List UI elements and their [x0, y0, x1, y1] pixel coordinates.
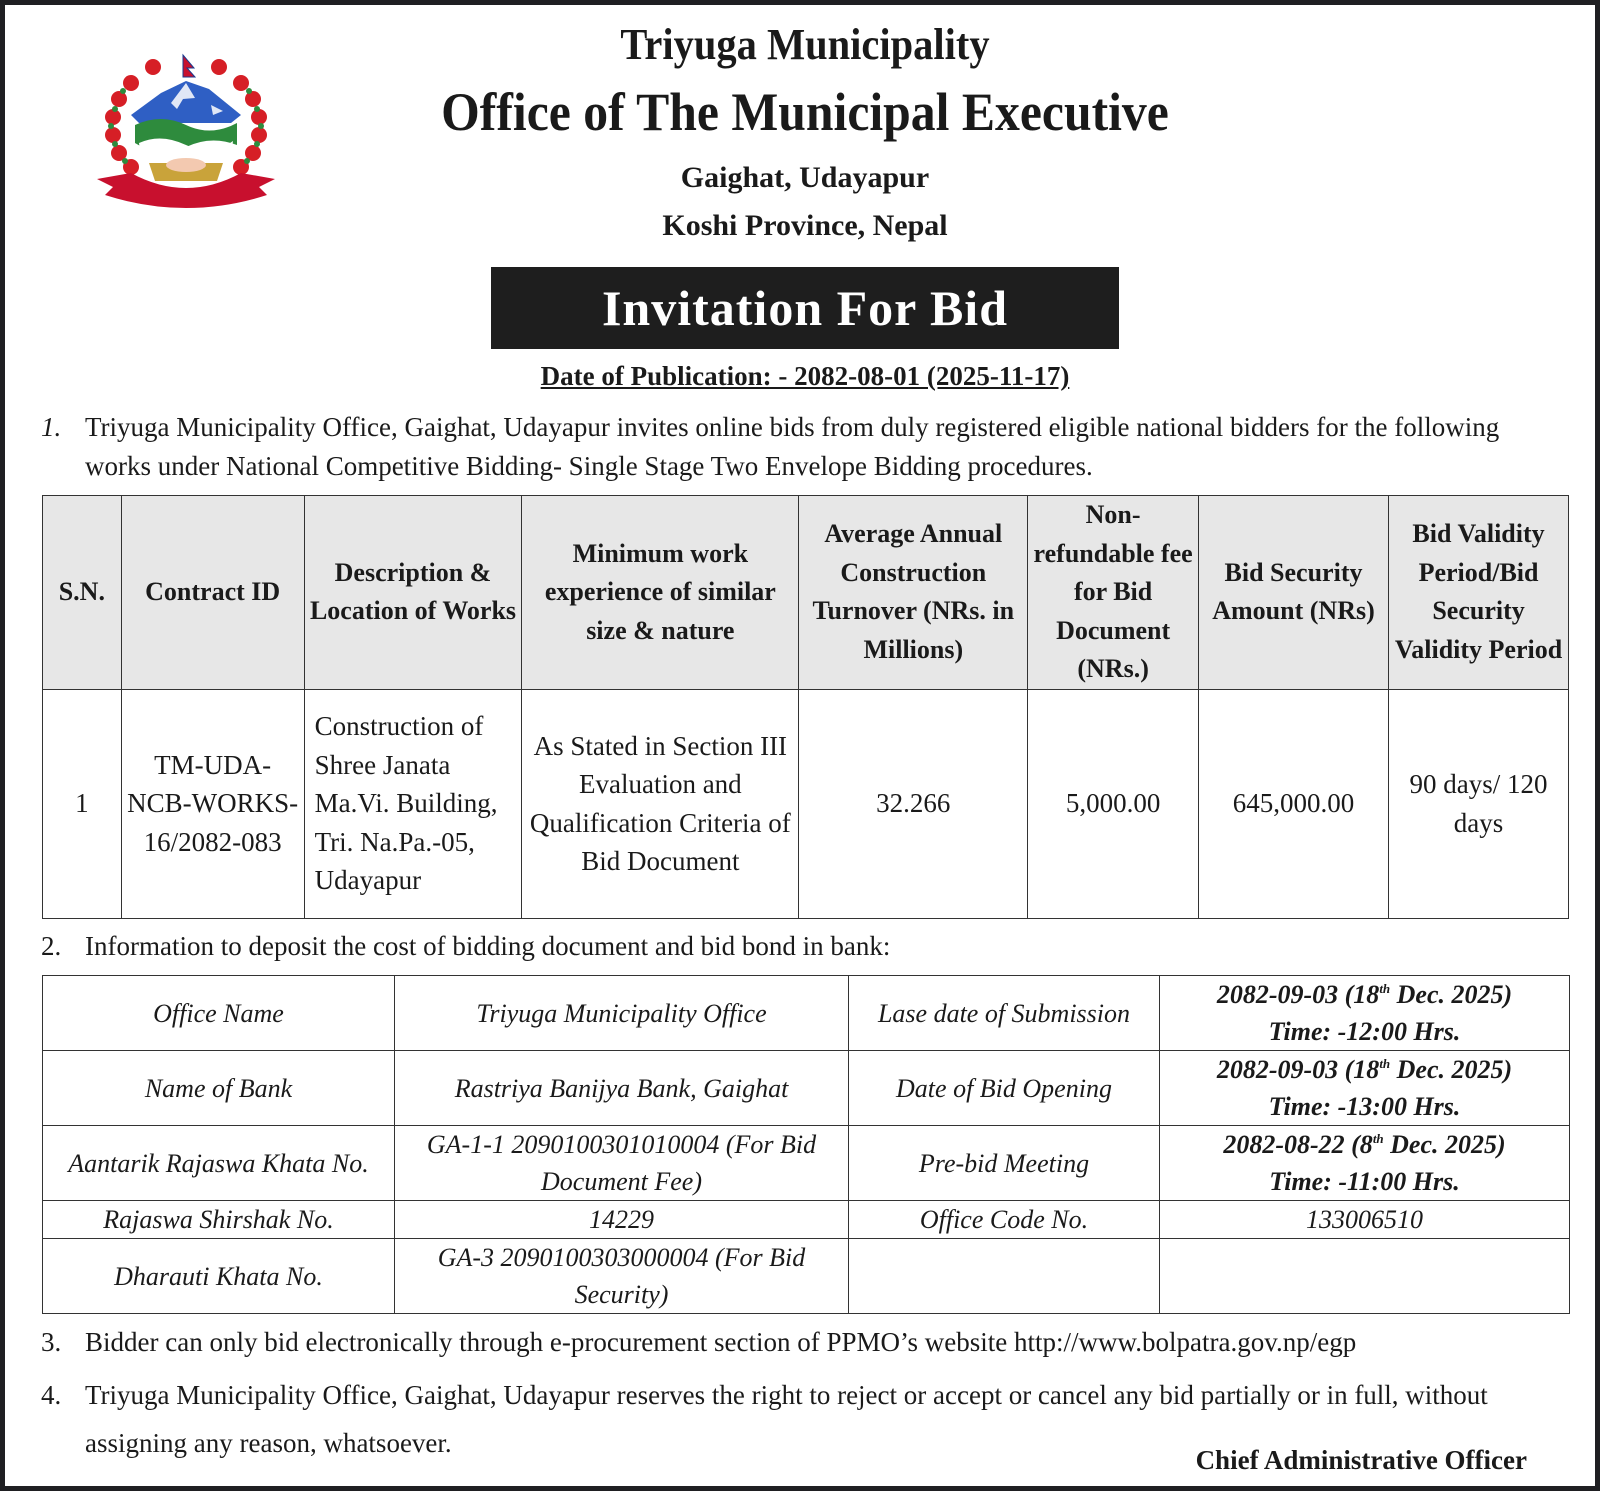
- header-contract-id: Contract ID: [121, 496, 304, 690]
- opening-time: Time: -13:00 Hrs.: [1268, 1092, 1461, 1121]
- dharauti-label: Dharauti Khata No.: [43, 1239, 395, 1314]
- table-row: [43, 1239, 1570, 1314]
- opening-date: 2082-09-03 (18: [1216, 1055, 1380, 1084]
- notice-title-banner: Invitation For Bid: [491, 267, 1119, 349]
- signatory-title: Chief Administrative Officer: [1195, 1445, 1527, 1475]
- header-min-experience: Minimum work experience of similar size & nature: [522, 496, 799, 690]
- office-location: Gaighat, Udayapur: [680, 161, 930, 194]
- submission-value: [1160, 976, 1570, 1051]
- office-province: Koshi Province, Nepal: [662, 209, 948, 242]
- bank-label: Name of Bank: [43, 1051, 395, 1126]
- header-bid-security: Bid Security Amount (NRs): [1198, 496, 1388, 690]
- date-ordinal: th: [1372, 1131, 1384, 1146]
- table-row: [43, 1201, 1570, 1239]
- shirshak-label: Rajaswa Shirshak No.: [43, 1201, 395, 1239]
- table-header-row: [43, 496, 1569, 690]
- cell-contract-id: TM-UDA-NCB-WORKS-16/2082-083: [121, 689, 304, 918]
- header-description: Description & Location of Works: [304, 496, 522, 690]
- office-code-value: 133006510: [1160, 1201, 1570, 1239]
- cell-fee: 5,000.00: [1028, 689, 1199, 918]
- prebid-date-end: Dec. 2025): [1383, 1130, 1506, 1159]
- shirshak-value: 14229: [395, 1201, 849, 1239]
- table-row: [43, 1051, 1570, 1126]
- header-turnover: Average Annual Construction Turnover (NRs. in Millions): [799, 496, 1028, 690]
- opening-date-end: Dec. 2025): [1390, 1055, 1513, 1084]
- municipality-name: Triyuga Municipality: [620, 20, 990, 69]
- opening-value: [1160, 1051, 1570, 1126]
- paragraph-number: 2.: [41, 931, 62, 961]
- cell-turnover: 32.266: [799, 689, 1028, 918]
- empty-cell: [1160, 1239, 1570, 1314]
- paragraph-text: Triyuga Municipality Office, Gaighat, Udayapur invites online bids from duly registered eligible national bidders for the following works under National Competitive Bidding- Single Stage Two Envelope Bidding procedures.: [85, 412, 1500, 481]
- paragraph-text: Triyuga Municipality Office, Gaighat, Udayapur reserves the right to reject or accept or cancel any bid partially or in full, without assigning any reason, whatsoever.: [85, 1380, 1488, 1458]
- table-row: [43, 1126, 1570, 1201]
- office-name-label: Office Name: [43, 976, 395, 1051]
- bank-value: Rastriya Banijya Bank, Gaighat: [395, 1051, 849, 1126]
- publication-date: [5, 361, 1600, 392]
- submission-time: Time: -12:00 Hrs.: [1268, 1017, 1461, 1046]
- prebid-date: 2082-08-22 (8: [1223, 1130, 1373, 1159]
- prebid-value: [1160, 1126, 1570, 1201]
- submission-label: Lase date of Submission: [849, 976, 1160, 1051]
- date-ordinal: th: [1379, 1056, 1391, 1071]
- date-ordinal: th: [1379, 981, 1391, 996]
- aantarik-value: GA-1-1 2090100301010004 (For Bid Document Fee): [395, 1126, 849, 1201]
- aantarik-label: Aantarik Rajaswa Khata No.: [43, 1126, 395, 1201]
- prebid-time: Time: -11:00 Hrs.: [1269, 1167, 1460, 1196]
- table-row: [43, 689, 1569, 918]
- paragraph-1: [41, 408, 1571, 486]
- paragraph-number: 1.: [41, 412, 62, 442]
- office-title: Office of The Municipal Executive: [441, 82, 1169, 142]
- paragraph-3: [41, 1323, 1571, 1362]
- header-fee: Non-refundable fee for Bid Document (NRs.): [1028, 496, 1199, 690]
- paragraph-number: 4.: [41, 1380, 62, 1410]
- office-name-value: Triyuga Municipality Office: [395, 976, 849, 1051]
- cell-bid-security: 645,000.00: [1198, 689, 1388, 918]
- header-sn: S.N.: [43, 496, 122, 690]
- publication-date-text: Date of Publication: - 2082-08-01 (2025-11-17): [540, 361, 1070, 391]
- office-code-label: Office Code No.: [849, 1201, 1160, 1239]
- prebid-label: Pre-bid Meeting: [849, 1126, 1160, 1201]
- table-row: [43, 976, 1570, 1051]
- header-validity: Bid Validity Period/Bid Security Validity Period: [1389, 496, 1569, 690]
- cell-sn: 1: [43, 689, 122, 918]
- bid-works-table: [42, 495, 1569, 919]
- bank-info-table: [42, 975, 1570, 1314]
- cell-description: Construction of Shree Janata Ma.Vi. Building, Tri. Na.Pa.-05, Udayapur: [304, 689, 522, 918]
- paragraph-text: Information to deposit the cost of bidding document and bid bond in bank:: [85, 931, 891, 961]
- paragraph-number: 3.: [41, 1327, 62, 1357]
- submission-date: 2082-09-03 (18: [1216, 980, 1380, 1009]
- empty-cell: [849, 1239, 1160, 1314]
- submission-date-end: Dec. 2025): [1390, 980, 1513, 1009]
- paragraph-text: Bidder can only bid electronically through e-procurement section of PPMO’s website http://www.bolpatra.gov.np/egp: [85, 1327, 1357, 1357]
- cell-validity: 90 days/ 120 days: [1389, 689, 1569, 918]
- dharauti-value: GA-3 2090100303000004 (For Bid Security): [395, 1239, 849, 1314]
- paragraph-2: [41, 927, 1571, 966]
- cell-min-experience: As Stated in Section III Evaluation and Qualification Criteria of Bid Document: [522, 689, 799, 918]
- opening-label: Date of Bid Opening: [849, 1051, 1160, 1126]
